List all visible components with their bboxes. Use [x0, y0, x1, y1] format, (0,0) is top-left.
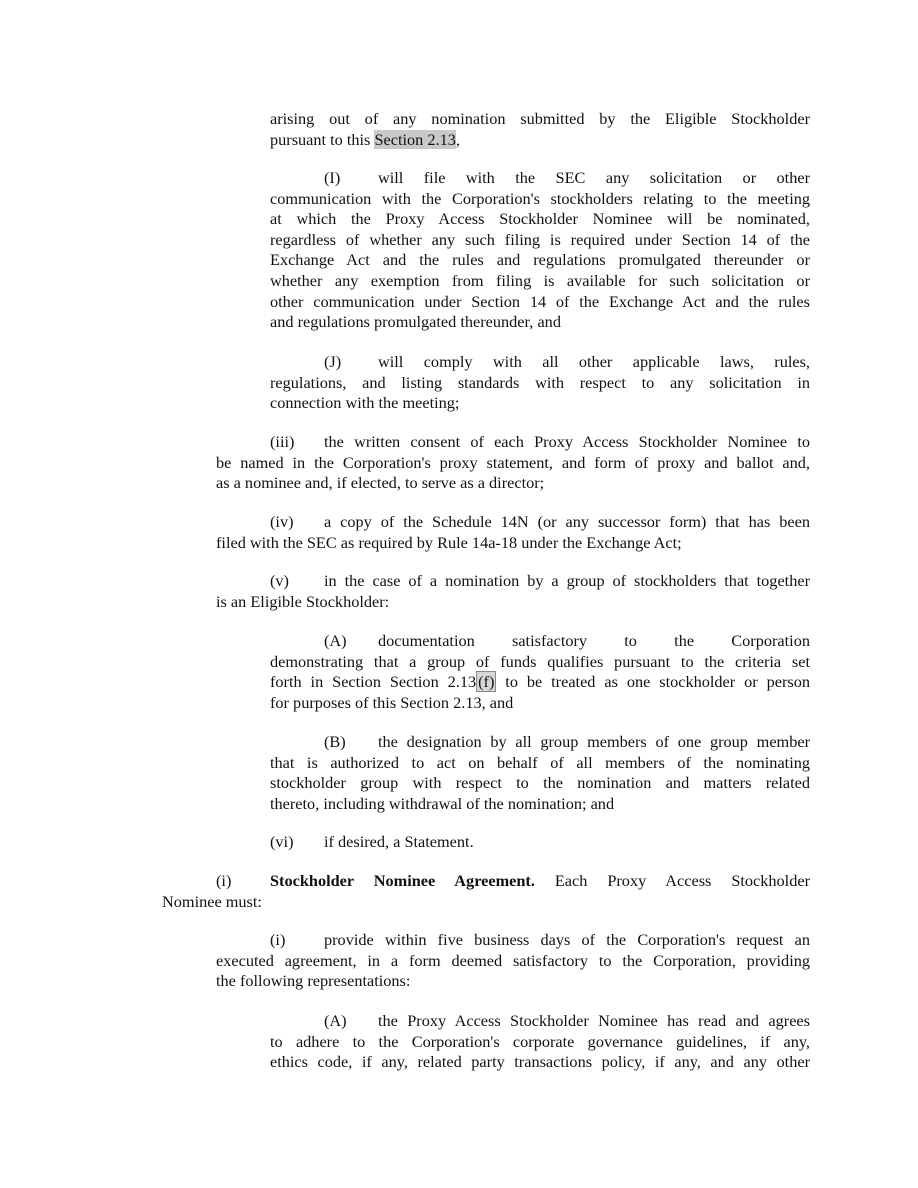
text-line: that is authorized to act on behalf of all members of the nominating: [270, 752, 810, 772]
text-line: at which the Proxy Access Stockholder Nominee will be nominated,: [270, 209, 810, 229]
clause-marker: (i): [270, 930, 286, 949]
clause-marker: (A): [324, 1011, 347, 1030]
text-line: regardless of whether any such filing is required under Section 14 of the: [270, 229, 810, 249]
clause-marker: (iv): [270, 512, 294, 531]
text-run: Each Proxy Access Stockholder: [534, 871, 810, 890]
clause-first-line: [216, 930, 810, 951]
clause-first-line: [270, 352, 810, 373]
text-line: the following representations:: [216, 971, 411, 991]
text-line: Nominee must:: [162, 891, 262, 911]
clause-marker: (J): [324, 352, 342, 371]
clause-A-documentation: [270, 631, 810, 713]
text-line: demonstrating that a group of funds qualifies pursuant to the criteria set: [270, 651, 810, 671]
text-line: ethics code, if any, related party transactions policy, if any, and any other: [270, 1052, 810, 1072]
text-line: Exchange Act and the rules and regulations promulgated thereunder or: [270, 250, 810, 270]
text-line: thereto, including withdrawal of the nomination; and: [270, 793, 615, 813]
clause-first-line: [216, 432, 810, 453]
text-run: the Proxy Access Stockholder Nominee has read and agrees: [378, 1011, 810, 1030]
section-reference-highlight[interactable]: (f): [478, 672, 495, 692]
text-run: forth in Section Section 2.13: [270, 672, 477, 692]
clause-B: [270, 732, 810, 814]
clause-J: [270, 352, 810, 414]
section-reference-highlight[interactable]: Section 2.13: [374, 129, 456, 149]
text-run: in the case of a nomination by a group of stockholders that together: [324, 571, 810, 590]
clause-A-read-and-agrees: [270, 1011, 810, 1073]
text-run: if desired, a Statement.: [324, 832, 474, 851]
clause-marker: (v): [270, 571, 289, 590]
text-line: connection with the meeting;: [270, 393, 460, 413]
text-line: arising out of any nomination submitted by the Eligible Stockholder: [270, 109, 810, 128]
clause-marker: (I): [324, 168, 341, 187]
clause-first-line: [216, 571, 810, 592]
clause-iii: [216, 432, 810, 494]
text-line: whether any exemption from filing is available for such solicitation or: [270, 270, 810, 290]
text-line: other communication under Section 14 of the Exchange Act and the rules: [270, 291, 810, 311]
text-run: the designation by all group members of one group member: [378, 732, 810, 751]
text-line: to adhere to the Corporation's corporate governance guidelines, if any,: [270, 1031, 810, 1051]
section-i-stockholder-nominee-agreement: [162, 871, 810, 912]
clause-iv: [216, 512, 810, 553]
clause-v: [216, 571, 810, 612]
text-line: is an Eligible Stockholder:: [216, 591, 390, 611]
text-run: will comply with all other applicable laws, rules,: [378, 352, 810, 371]
text-run: documentation satisfactory to the Corporation: [378, 631, 810, 650]
clause-marker: (iii): [270, 432, 295, 451]
text-run: a copy of the Schedule 14N (or any successor form) that has been: [324, 512, 810, 531]
text-line: filed with the SEC as required by Rule 14a-18 under the Exchange Act;: [216, 532, 682, 552]
clause-first-line: [216, 832, 810, 853]
text-line: be named in the Corporation's proxy statement, and form of proxy and ballot and,: [216, 452, 810, 472]
text-run: provide within five business days of the Corporation's request an: [324, 930, 810, 949]
clause-first-line: [270, 1011, 810, 1032]
text-run: will file with the SEC any solicitation or other: [378, 168, 810, 187]
clause-I: [270, 168, 810, 333]
clause-marker: (B): [324, 732, 346, 751]
text-line: regulations, and listing standards with respect to any solicitation in: [270, 372, 810, 392]
text-line: [270, 130, 810, 151]
clause-marker: (i): [216, 871, 232, 890]
text-line: stockholder group with respect to the nomination and matters related: [270, 773, 810, 793]
text-line: as a nominee and, if elected, to serve as a director;: [216, 473, 545, 493]
clause-marker: (A): [324, 631, 347, 650]
text-run: ,: [455, 129, 460, 149]
text-line: communication with the Corporation's stockholders relating to the meeting: [270, 188, 810, 208]
clause-first-line: [270, 168, 810, 189]
clause-marker: (vi): [270, 832, 294, 851]
section-heading: Stockholder Nominee Agreement.: [270, 871, 535, 890]
text-run: to be treated as one stockholder or person: [496, 672, 810, 692]
paragraph-continuation: [270, 109, 810, 150]
clause-first-line: [162, 871, 810, 892]
clause-first-line: [216, 512, 810, 533]
text-line: and regulations promulgated thereunder, and: [270, 312, 561, 332]
text-line: [270, 672, 810, 693]
clause-i-provide: [216, 930, 810, 992]
clause-first-line: [270, 732, 810, 753]
text-line: for purposes of this Section 2.13, and: [270, 692, 514, 712]
text-line: executed agreement, in a form deemed satisfactory to the Corporation, providing: [216, 950, 810, 970]
clause-first-line: [270, 631, 810, 652]
clause-vi: [216, 832, 810, 853]
text-run: pursuant to this: [270, 129, 375, 149]
text-run: the written consent of each Proxy Access Stockholder Nominee to: [324, 432, 810, 451]
